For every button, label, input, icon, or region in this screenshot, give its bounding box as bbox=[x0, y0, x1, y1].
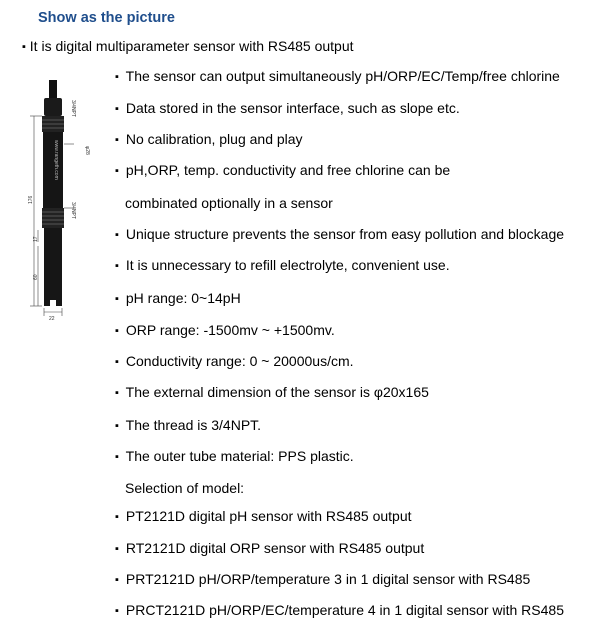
list-item bbox=[115, 571, 530, 589]
list-item-text: It is unnecessary to refill electrolyte, convenient use. bbox=[125, 257, 450, 273]
width-label: 22 bbox=[49, 316, 55, 320]
thread-length-label: 17 bbox=[33, 236, 39, 242]
list-item bbox=[115, 322, 335, 340]
list-item-text: Conductivity range: 0 ~ 20000us/cm. bbox=[125, 353, 354, 369]
list-item-text: ORP range: -1500mv ~ +1500mv. bbox=[125, 322, 335, 338]
list-item bbox=[115, 480, 244, 497]
list-item-text: PT2121D digital pH sensor with RS485 output bbox=[125, 508, 412, 524]
thread-label-top: 3/4NPT bbox=[70, 100, 76, 117]
list-item-text: PRT2121D pH/ORP/temperature 3 in 1 digital sensor with RS485 bbox=[125, 571, 531, 587]
page-heading: Show as the picture bbox=[38, 10, 175, 26]
bullet-icon: ▪ bbox=[115, 325, 119, 337]
bullet-icon: ▪ bbox=[115, 165, 119, 177]
sensor-tip bbox=[44, 294, 62, 306]
bullet-icon: ▪ bbox=[22, 41, 26, 53]
list-item bbox=[115, 162, 450, 180]
list-item bbox=[115, 131, 303, 149]
list-item-text: pH,ORP, temp. conductivity and free chlorine can be bbox=[125, 162, 451, 178]
list-item bbox=[115, 257, 450, 275]
list-item-text: No calibration, plug and play bbox=[125, 131, 303, 147]
bullet-icon: ▪ bbox=[115, 71, 119, 83]
bullet-icon: ▪ bbox=[115, 356, 119, 368]
list-item-text: Data stored in the sensor interface, such as slope etc. bbox=[125, 100, 460, 116]
bullet-icon: ▪ bbox=[115, 293, 119, 305]
list-item bbox=[115, 100, 460, 118]
thread-label-bottom: 3/4NPT bbox=[70, 202, 76, 219]
lower-thread bbox=[42, 208, 64, 228]
intro-text: It is digital multiparameter sensor with RS485 output bbox=[29, 38, 354, 54]
list-item bbox=[115, 448, 354, 466]
bullet-icon: ▪ bbox=[115, 574, 119, 586]
sensor-connector bbox=[44, 98, 62, 116]
sensor-cable bbox=[49, 80, 57, 98]
list-item-text: The outer tube material: PPS plastic. bbox=[125, 448, 354, 464]
bullet-icon: ▪ bbox=[115, 387, 119, 399]
bullet-icon: ▪ bbox=[115, 511, 119, 523]
bullet-icon: ▪ bbox=[115, 260, 119, 272]
bullet-icon: ▪ bbox=[115, 605, 119, 617]
sensor-brand-text: www.rangeth.com bbox=[53, 140, 59, 180]
list-item bbox=[115, 68, 560, 86]
bullet-icon: ▪ bbox=[115, 543, 119, 555]
list-item-text: The external dimension of the sensor is φ20x165 bbox=[125, 384, 429, 400]
list-item-text: The sensor can output simultaneously pH/ORP/EC/Temp/free chlorine bbox=[125, 68, 560, 84]
intro-line bbox=[22, 38, 354, 54]
probe-length-label: 60 bbox=[33, 274, 39, 280]
upper-thread bbox=[42, 116, 64, 132]
list-item bbox=[115, 226, 564, 244]
list-item bbox=[115, 195, 333, 212]
list-item bbox=[115, 417, 261, 435]
list-item bbox=[115, 540, 424, 558]
list-item-text: pH range: 0~14pH bbox=[125, 290, 241, 306]
list-item-text: The thread is 3/4NPT. bbox=[125, 417, 262, 433]
sensor-probe bbox=[44, 228, 62, 294]
list-item bbox=[115, 602, 564, 620]
list-item bbox=[115, 508, 412, 526]
list-item bbox=[115, 384, 429, 402]
list-item bbox=[115, 290, 241, 308]
list-item-text: combinated optionally in a sensor bbox=[125, 195, 333, 211]
list-item-text: RT2121D digital ORP sensor with RS485 output bbox=[125, 540, 425, 556]
diameter-label: φ28 bbox=[84, 146, 90, 155]
length-label: 176 bbox=[28, 195, 34, 204]
bullet-icon: ▪ bbox=[115, 134, 119, 146]
list-item-text: PRCT2121D pH/ORP/EC/temperature 4 in 1 digital sensor with RS485 bbox=[125, 602, 564, 618]
bullet-icon: ▪ bbox=[115, 103, 119, 115]
list-item bbox=[115, 353, 354, 371]
sensor-body bbox=[43, 132, 63, 208]
bullet-icon: ▪ bbox=[115, 229, 119, 241]
sensor-diagram bbox=[20, 80, 115, 320]
bullet-icon: ▪ bbox=[115, 420, 119, 432]
list-item-text: Selection of model: bbox=[125, 480, 245, 496]
list-item-text: Unique structure prevents the sensor from easy pollution and blockage bbox=[125, 226, 565, 242]
bullet-icon: ▪ bbox=[115, 451, 119, 463]
